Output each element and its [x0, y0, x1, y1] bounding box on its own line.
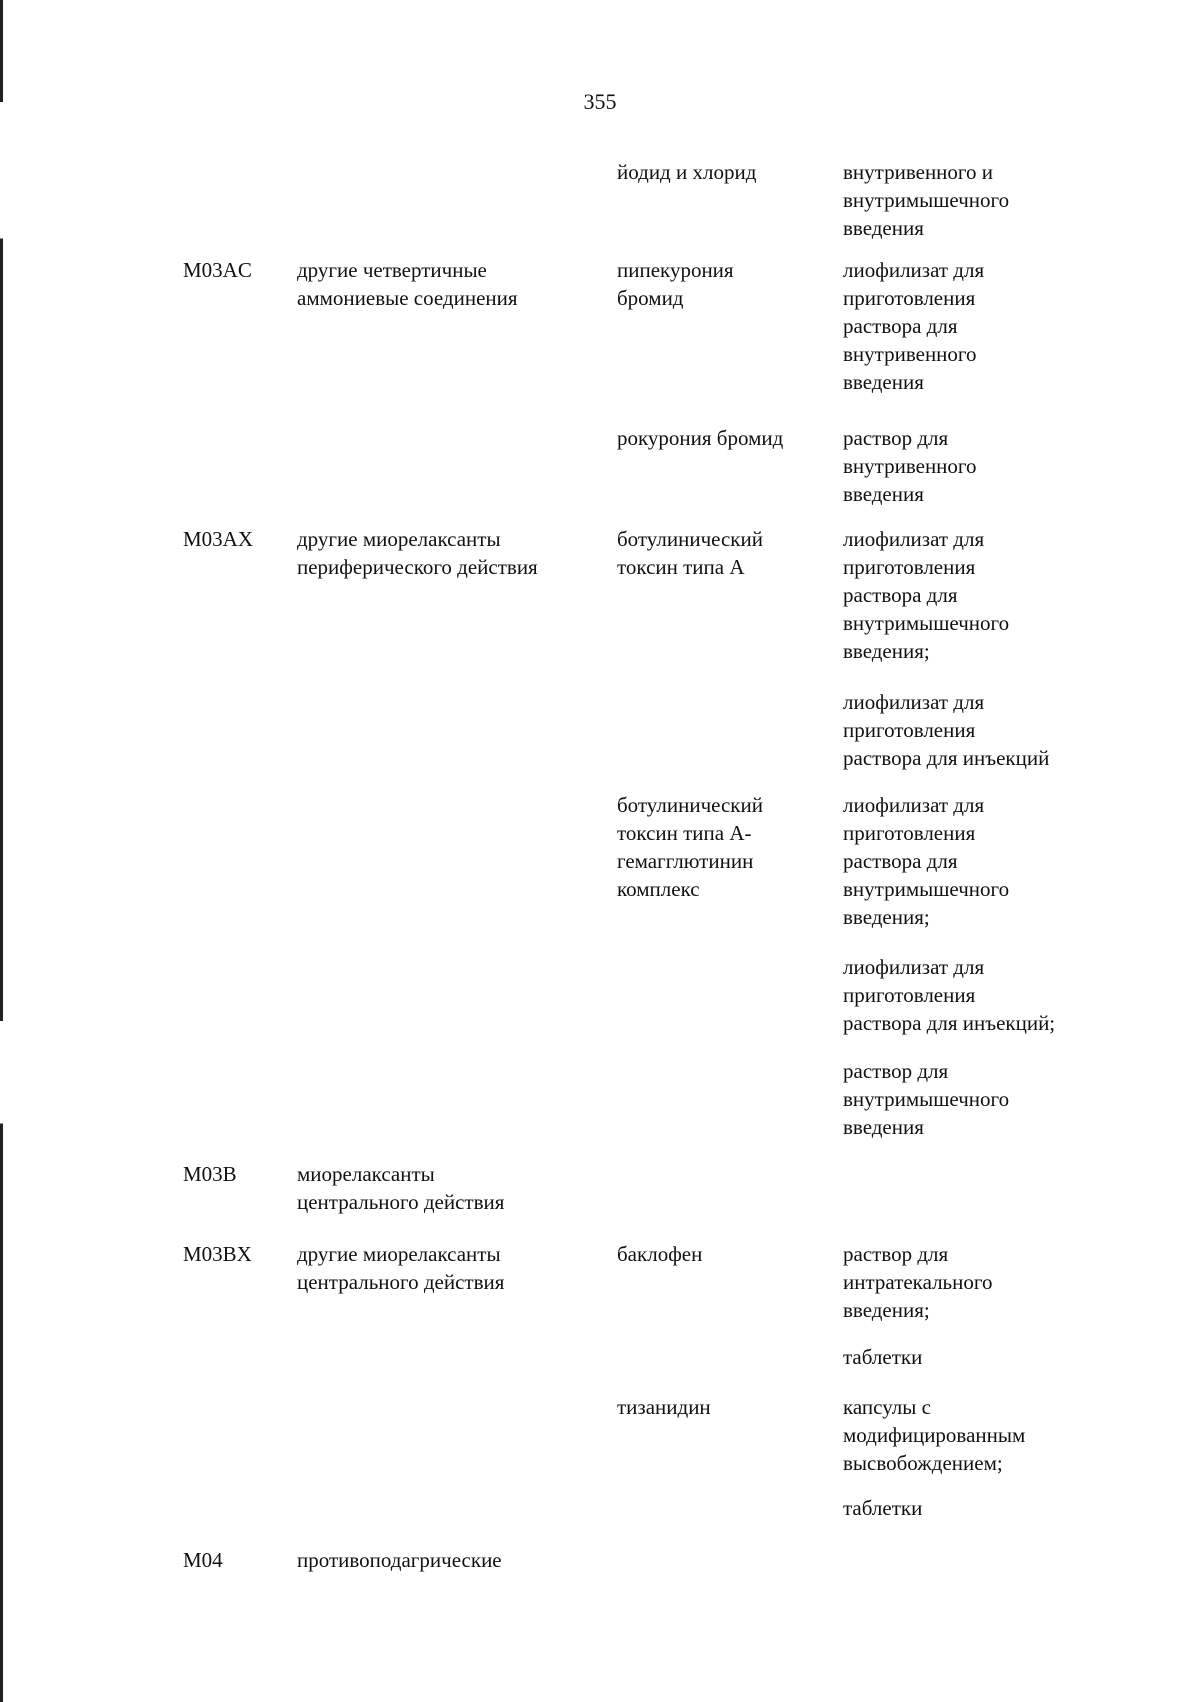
atc-group: другие четвертичные аммониевые соединения	[297, 258, 518, 310]
dosage-form: раствор для интратекального введения;	[843, 1242, 993, 1322]
atc-code: M03B	[183, 1162, 237, 1186]
atc-group: другие миорелаксанты центрального действия	[297, 1242, 505, 1294]
dosage-form: лиофилизат для приготовления раствора для внутривенного введения	[843, 258, 985, 394]
drug-name: йодид и хлорид	[617, 160, 757, 184]
atc-code: M03BX	[183, 1242, 252, 1266]
dosage-form: капсулы с модифицированным высвобождением;	[843, 1395, 1026, 1475]
drug-name: ботулинический токсин типа А	[617, 527, 763, 579]
dosage-form: лиофилизат для приготовления раствора для внутримышечного введения;	[843, 793, 1010, 929]
dosage-form: таблетки	[843, 1345, 923, 1369]
dosage-form: таблетки	[843, 1496, 923, 1520]
drug-name: пипекурония бромид	[617, 258, 734, 310]
dosage-form: раствор для внутривенного введения	[843, 426, 977, 506]
atc-group: другие миорелаксанты периферического действия	[297, 527, 538, 579]
dosage-form: лиофилизат для приготовления раствора для инъекций	[843, 690, 1050, 770]
atc-group: миорелаксанты центрального действия	[297, 1162, 505, 1214]
dosage-form: лиофилизат для приготовления раствора для внутримышечного введения;	[843, 527, 1010, 663]
drug-name: ботулинический токсин типа А- гемагглютинин комплекс	[617, 793, 763, 901]
drug-name: рокурония бромид	[617, 426, 784, 450]
atc-code: M04	[183, 1548, 223, 1572]
page-number: 355	[583, 89, 617, 114]
dosage-form: раствор для внутримышечного введения	[843, 1059, 1010, 1139]
dosage-form: лиофилизат для приготовления раствора для инъекций;	[843, 955, 1056, 1035]
scan-edge-mark	[0, 0, 3, 1702]
drug-name: баклофен	[617, 1242, 703, 1266]
dosage-form: внутривенного и внутримышечного введения	[843, 160, 1010, 240]
drug-name: тизанидин	[617, 1395, 711, 1419]
atc-group: противоподагрические	[297, 1548, 502, 1572]
atc-code: M03AX	[183, 527, 254, 551]
atc-code: M03AC	[183, 258, 252, 282]
